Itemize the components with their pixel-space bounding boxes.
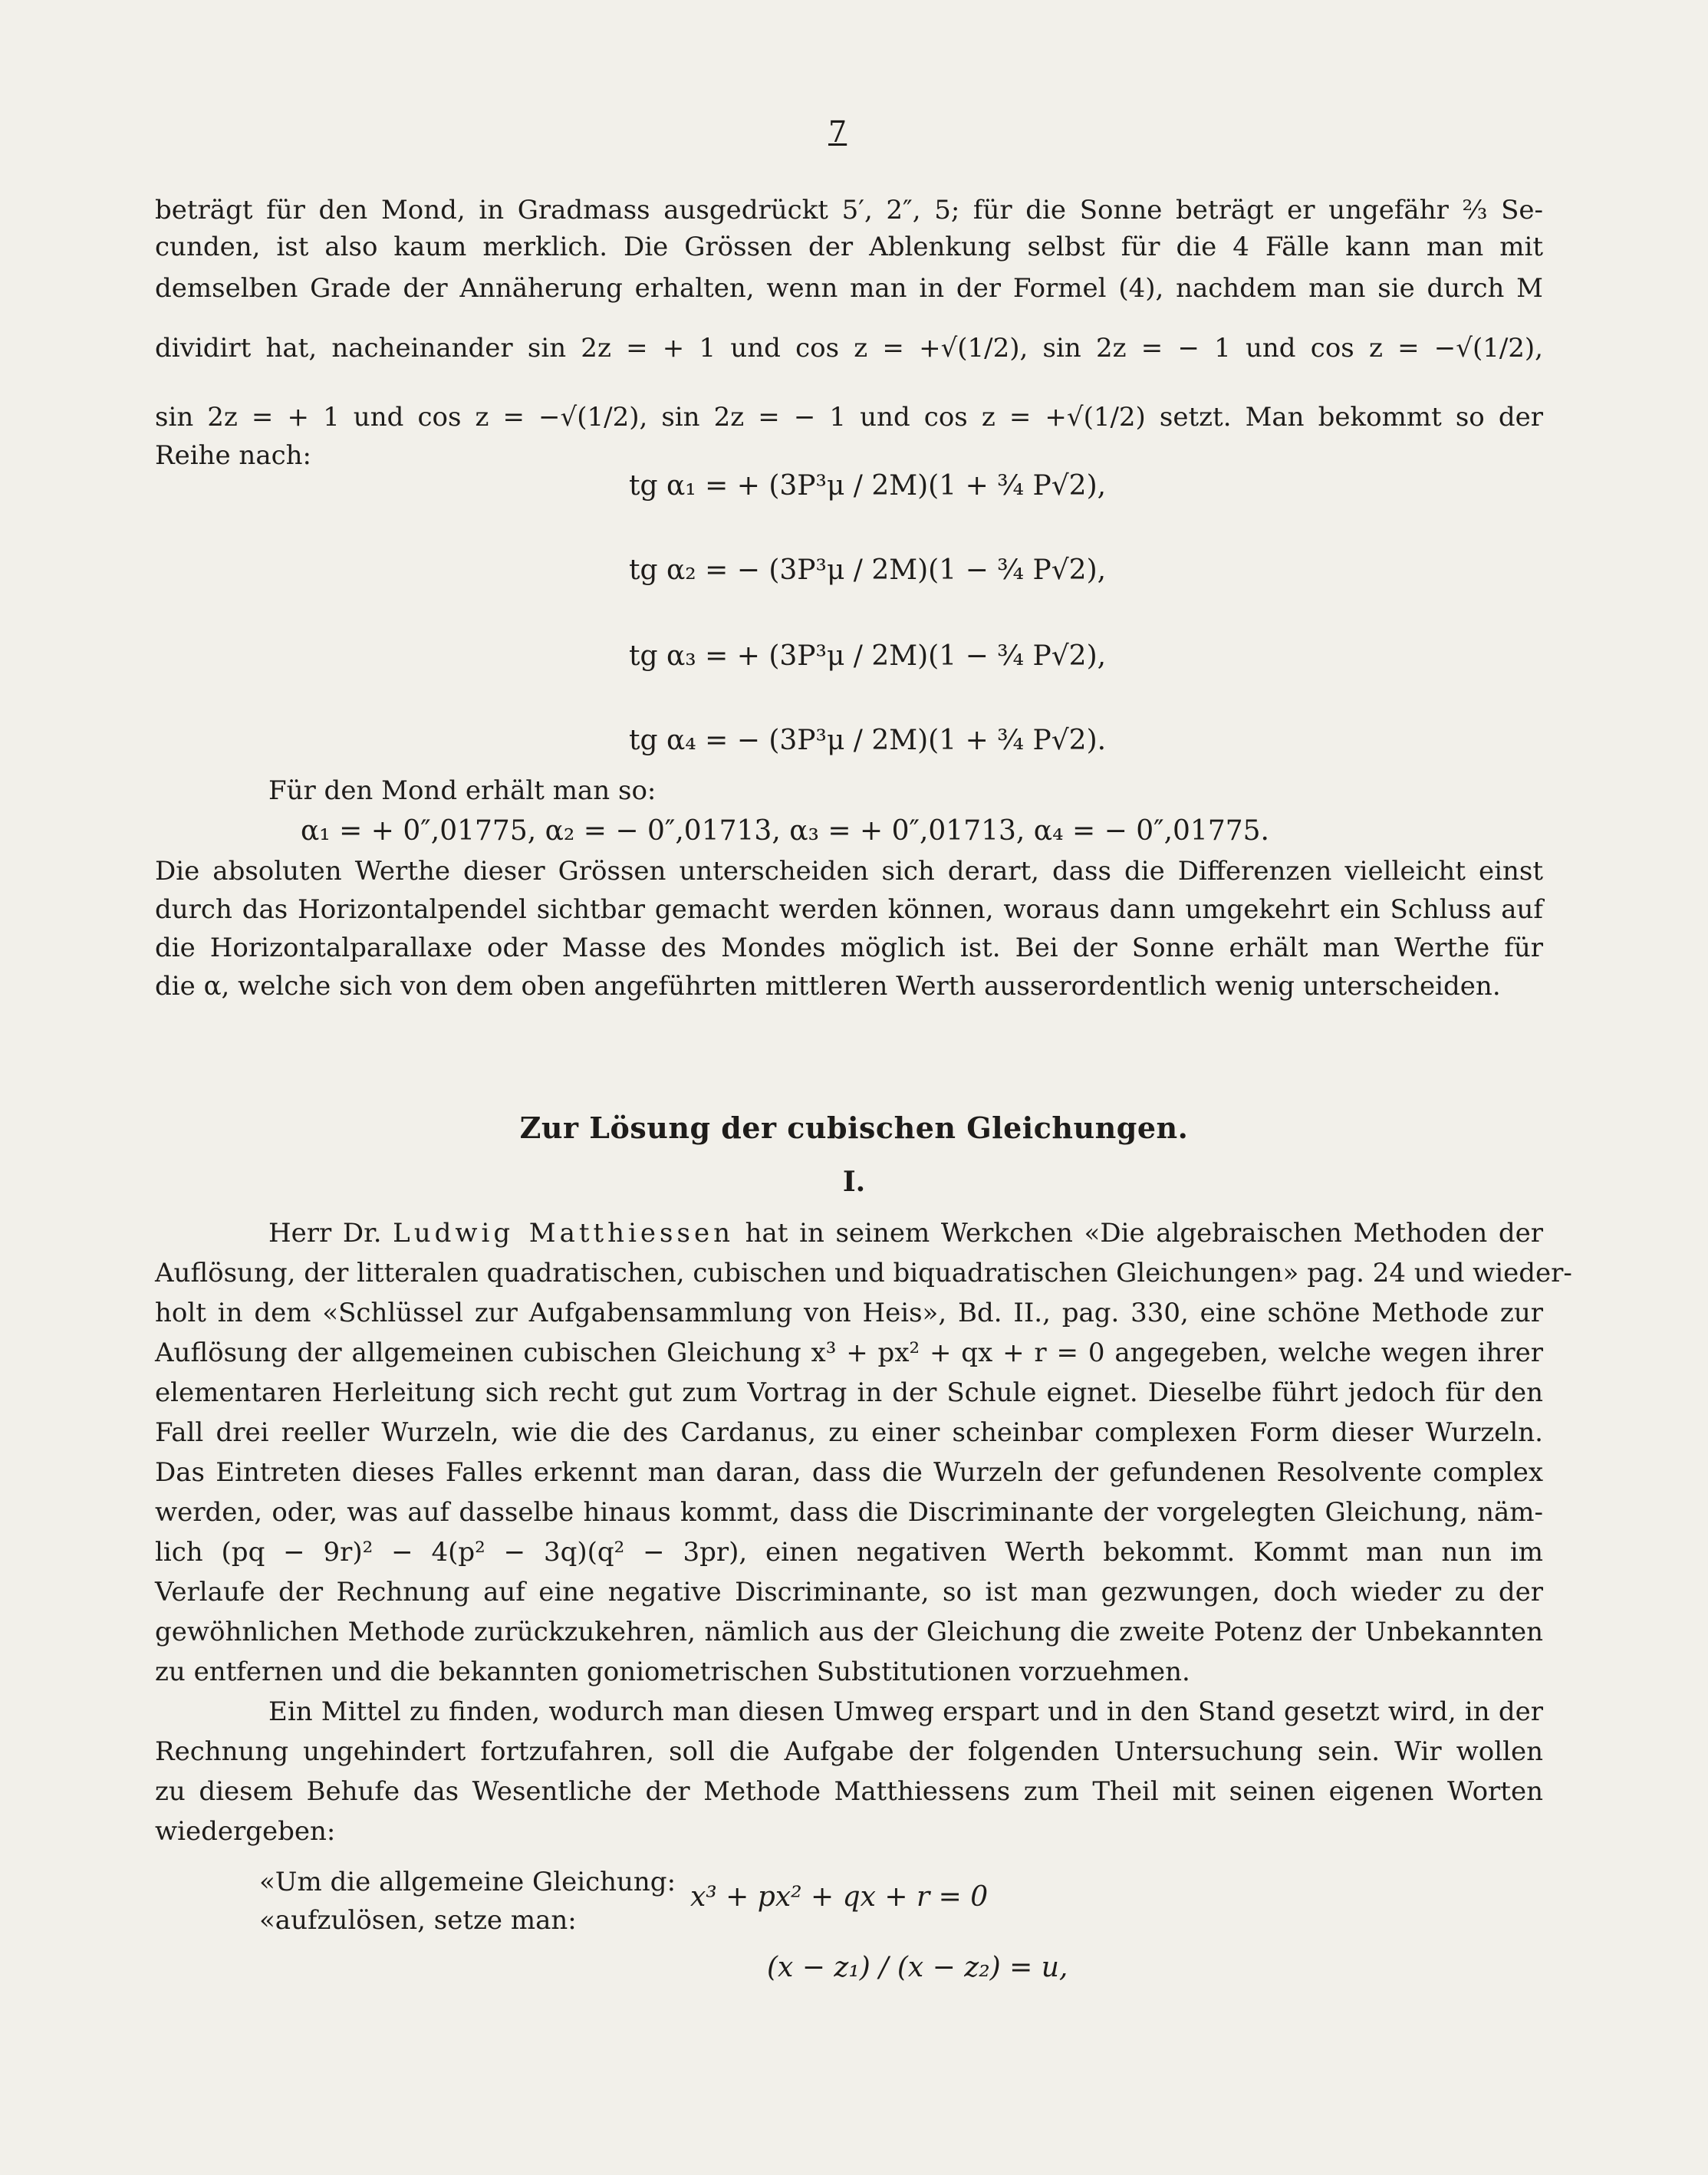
text-line: wiedergeben: (155, 1816, 336, 1847)
page-number: 7 (828, 115, 847, 149)
text-line: zu entfernen und die bekannten goniometrischen Substitutionen vorzuehmen. (155, 1657, 1190, 1687)
moon-values: α₁ = + 0″,01775, α₂ = − 0″,01713, α₃ = + 0″,01713, α₄ = − 0″,01775. (301, 815, 1269, 847)
text-line: beträgt für den Mond, in Gradmass ausgedrückt 5′, 2″, 5; für die Sonne beträgt er ungefähr ⅔ Se- (155, 195, 1543, 225)
text-line: durch das Horizontalpendel sichtbar gemacht werden können, woraus dann umgekehrt ein Schluss auf (155, 894, 1543, 925)
text-line: Die absoluten Werthe dieser Grössen unterscheiden sich derart, dass die Differenzen vielleicht einst (155, 856, 1543, 887)
text-line: Auflösung der allgemeinen cubischen Gleichung x³ + px² + qx + r = 0 angegeben, welche wegen ihrer (155, 1338, 1543, 1368)
text-line: sin 2z = + 1 und cos z = −√(1/2), sin 2z = − 1 und cos z = +√(1/2) setzt. Man bekommt so der (155, 402, 1543, 433)
text-line: cunden, ist also kaum merklich. Die Grössen der Ablenkung selbst für die 4 Fälle kann man mit (155, 232, 1543, 262)
lead-text: Herr Dr. (268, 1218, 393, 1249)
text-line: die Horizontalparallaxe oder Masse des Mondes möglich ist. Bei der Sonne erhält man Werthe für (155, 933, 1543, 963)
section-number: I. (842, 1166, 866, 1198)
text-line: demselben Grade der Annäherung erhalten, wenn man in der Formel (4), nachdem man sie durch M (155, 273, 1543, 304)
text-line: holt in dem «Schlüssel zur Aufgabensammlung von Heis», Bd. II., pag. 330, eine schöne Methode zur (155, 1298, 1543, 1328)
text-line: Für den Mond erhält man so: (268, 775, 657, 806)
text-line: Das Eintreten dieses Falles erkennt man daran, dass die Wurzeln der gefundenen Resolvente complex (155, 1457, 1543, 1488)
tg-equation: tg α₁ = + (3P³μ / 2M)(1 + ¾ P√2), (629, 470, 1107, 502)
text-line: die α, welche sich von dem oben angeführten mittleren Werth ausserordentlich wenig unterscheiden. (155, 971, 1501, 1002)
text-line: zu diesem Behufe das Wesentliche der Methode Matthiessens zum Theil mit seinen eigenen Worten (155, 1776, 1543, 1807)
text-line: lich (pq − 9r)² − 4(p² − 3q)(q² − 3pr), einen negativen Werth bekommt. Kommt man nun im (155, 1537, 1543, 1568)
tg-equation: tg α₄ = − (3P³μ / 2M)(1 + ¾ P√2). (629, 725, 1107, 756)
text-line: Fall drei reeller Wurzeln, wie die des Cardanus, zu einer scheinbar complexen Form dieser Wurzeln. (155, 1417, 1543, 1448)
text-line: «Um die allgemeine Gleichung: (259, 1867, 676, 1897)
text-line: Verlaufe der Rechnung auf eine negative Discriminante, so ist man gezwungen, doch wieder zu der (155, 1577, 1543, 1607)
text-line: Reihe nach: (155, 440, 311, 471)
text-line: gewöhnlichen Methode zurückzukehren, nämlich aus der Gleichung die zweite Potenz der Unbekannten (155, 1617, 1543, 1647)
lead-rest: hat in seinem Werkchen «Die algebraischen Methoden der (733, 1218, 1544, 1249)
text-line: werden, oder, was auf dasselbe hinaus kommt, dass die Discriminante der vorgelegten Gleichung, näm- (155, 1497, 1543, 1528)
section-heading: Zur Lösung der cubischen Gleichungen. (519, 1111, 1189, 1145)
text-line (268, 1213, 1543, 1253)
text-line: elementaren Herleitung sich recht gut zum Vortrag in der Schule eignet. Dieselbe führt jedoch für den (155, 1377, 1543, 1408)
tg-equation: tg α₃ = + (3P³μ / 2M)(1 − ¾ P√2), (629, 640, 1107, 672)
tg-equation: tg α₂ = − (3P³μ / 2M)(1 − ¾ P√2), (629, 554, 1107, 586)
text-line: Ein Mittel zu finden, wodurch man diesen Umweg erspart und in den Stand gesetzt wird, in der (268, 1696, 1543, 1727)
text-line: «aufzulösen, setze man: (259, 1905, 577, 1936)
text-line: Auflösung, der litteralen quadratischen, cubischen und biquadratischen Gleichungen» pag. 24 und wieder- (155, 1258, 1572, 1288)
text-line: dividirt hat, nacheinander sin 2z = + 1 und cos z = +√(1/2), sin 2z = − 1 und cos z = −√(1/2), (155, 333, 1543, 364)
author-name: Ludwig Matthiessen (393, 1218, 734, 1249)
substitution-equation: (x − z₁) / (x − z₂) = u, (767, 1952, 1068, 1983)
text-line: Rechnung ungehindert fortzufahren, soll die Aufgabe der folgenden Untersuchung sein. Wir wollen (155, 1736, 1543, 1767)
cubic-equation: x³ + px² + qx + r = 0 (690, 1881, 989, 1913)
